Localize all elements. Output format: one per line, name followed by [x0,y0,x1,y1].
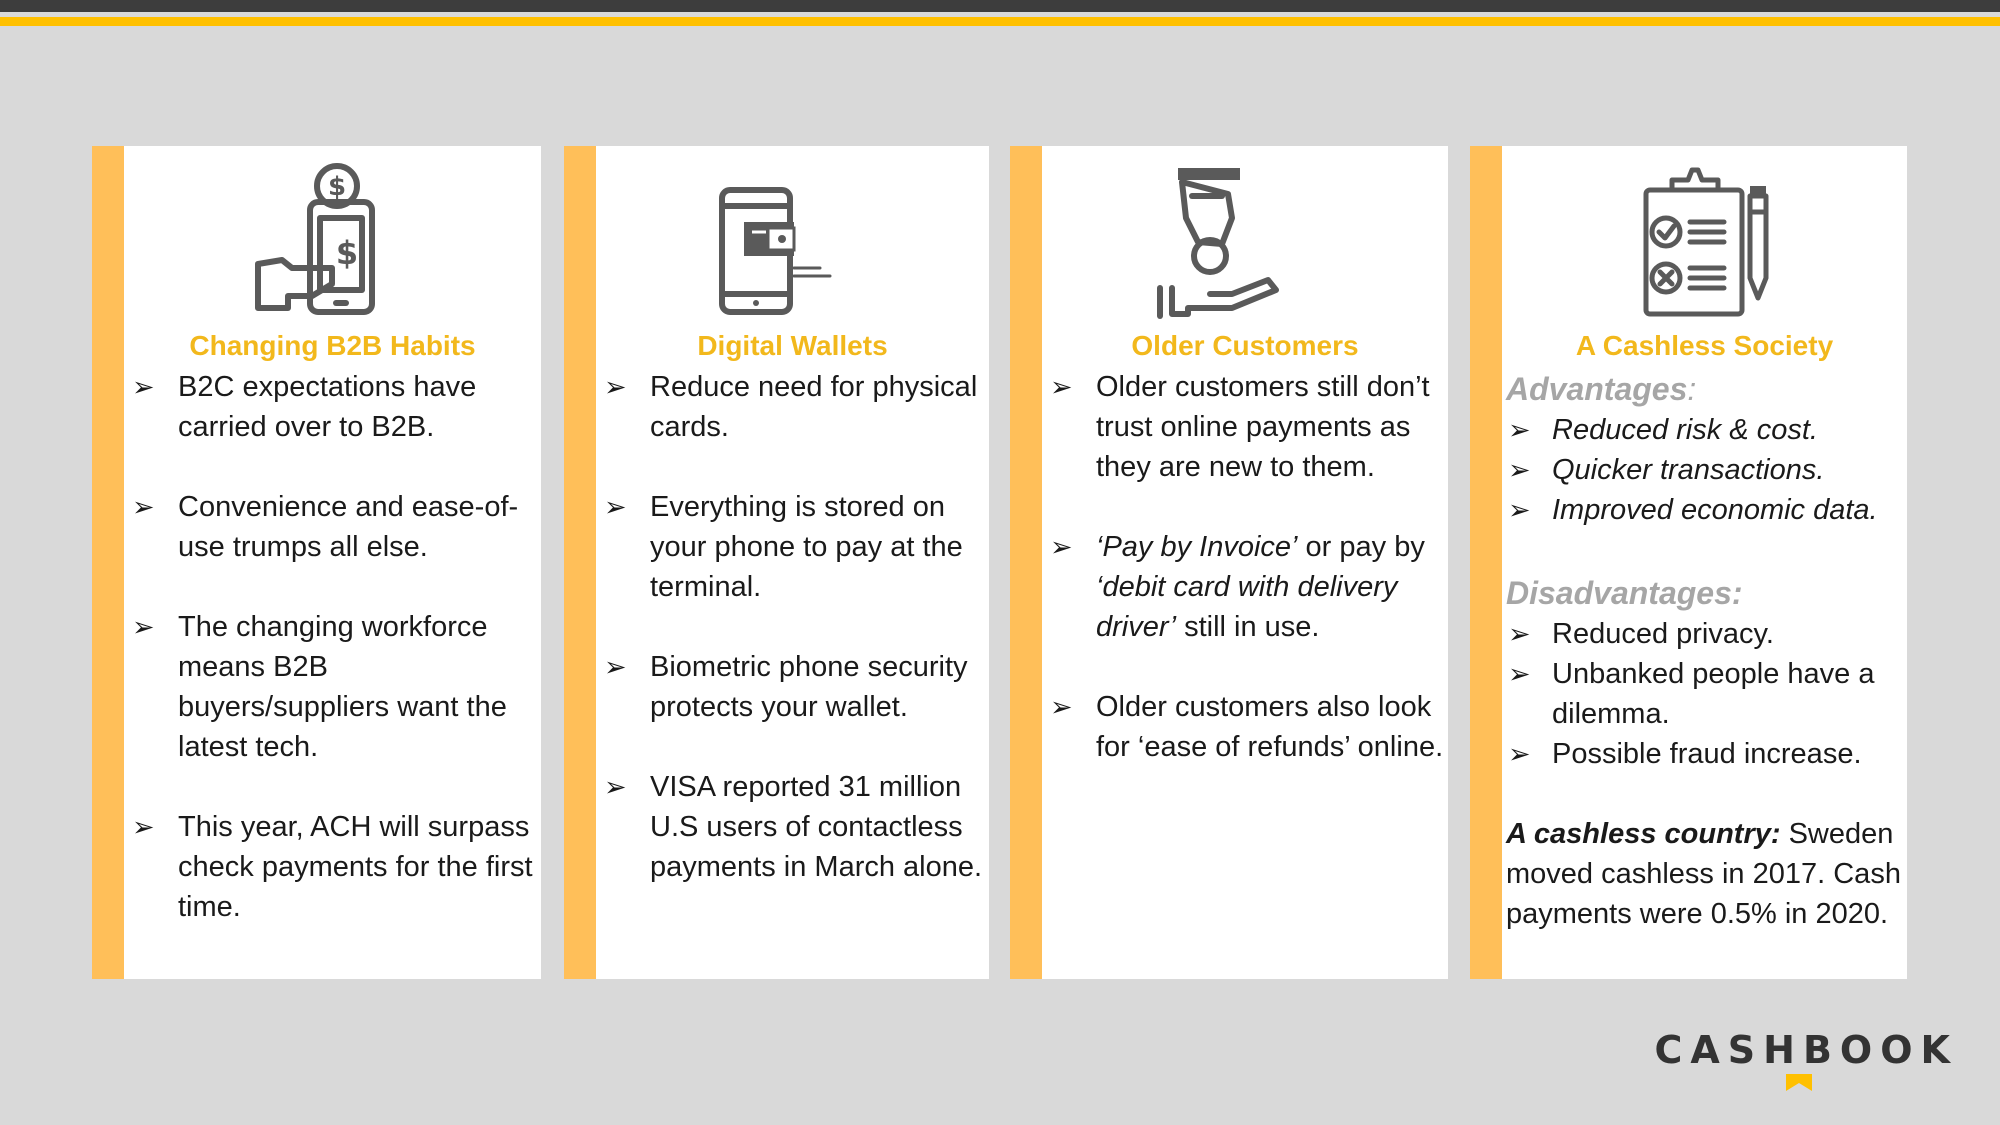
card-stripe [1010,146,1042,979]
hand-coin-icon [1152,160,1302,320]
phone-wallet-icon [710,160,860,320]
list-item: ➢ Improved economic data. [1506,490,1906,530]
list-item: ➢ VISA reported 31 million U.S users of contactless payments in March alone. [596,767,989,887]
card-body [1506,368,1906,934]
list-item: ➢ Reduced risk & cost. [1506,410,1906,450]
list-item: ➢ B2C expectations have carried over to B2B. [124,367,541,447]
card-title: A Cashless Society [1575,330,1834,361]
list-item: ➢ Reduced privacy. [1506,614,1906,654]
list-item: ➢ Convenience and ease-of-use trumps all else. [124,487,541,567]
svg-text:$: $ [327,172,347,202]
advantages-heading: Advantages: [1506,371,1697,407]
list-item: ➢ Older customers also look for ‘ease of refunds’ online. [1042,687,1448,767]
card-body [1042,367,1448,807]
card-cashless-society [1470,146,1907,979]
list-item: ➢ Quicker transactions. [1506,450,1906,490]
card-body [124,367,541,967]
cashless-country-note: A cashless country: Sweden moved cashless in 2017. Cash payments were 0.5% in 2020. [1506,818,1901,930]
card-title: Older Customers [1131,330,1359,361]
cashbook-logo: CASHBOOK [1654,1028,1958,1072]
list-item: ➢ The changing workforce means B2B buyers/suppliers want the latest tech. [124,607,541,767]
top-bar-accent [0,17,2000,26]
card-title: Digital Wallets [697,330,888,361]
card-title: Changing B2B Habits [189,330,476,361]
card-stripe [1470,146,1502,979]
list-item: ➢ Possible fraud increase. [1506,734,1906,774]
card-stripe [564,146,596,979]
list-item: ➢ Reduce need for physical cards. [596,367,989,447]
list-item: ➢ Older customers still don’t trust online payments as they are new to them. [1042,367,1448,487]
bookmark-icon [1786,1074,1812,1091]
disadvantages-heading: Disadvantages: [1506,575,1743,611]
card-older-customers [1010,146,1448,979]
list-item: ➢ This year, ACH will surpass check payments for the first time. [124,807,541,927]
card-stripe [92,146,124,979]
svg-text:$: $ [335,234,359,272]
list-item: ➢ ‘Pay by Invoice’ or pay by ‘debit card with delivery driver’ still in use. [1042,527,1448,647]
clipboard-checklist-icon [1636,160,1786,320]
top-bar-dark [0,0,2000,12]
list-item: ➢ Everything is stored on your phone to pay at the terminal. [596,487,989,607]
card-b2b-habits [92,146,541,979]
list-item: ➢ Biometric phone security protects your wallet. [596,647,989,727]
card-body [596,367,989,927]
hand-payment-phone-icon [252,160,402,320]
list-item: ➢ Unbanked people have a dilemma. [1506,654,1906,734]
card-digital-wallets [564,146,989,979]
